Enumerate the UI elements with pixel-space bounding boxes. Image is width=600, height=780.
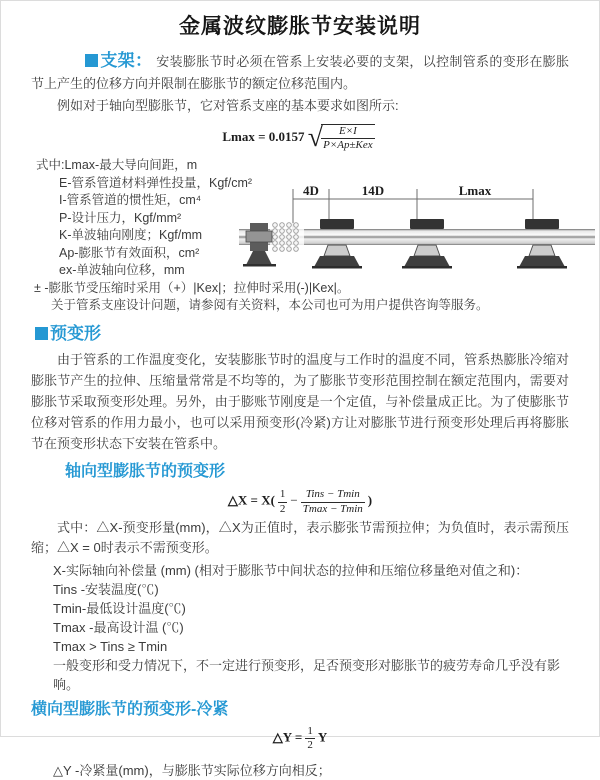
note-line: 一般变形和受力情况下，不一定进行预变形，足否预变形对膨胀节的疲劳寿命几乎没有影响。 xyxy=(53,657,561,692)
half-fraction: $\frac{1}{2}$ xyxy=(279,488,286,515)
close-paren: ) xyxy=(367,493,373,509)
formula-fraction xyxy=(321,124,375,152)
note-line: Tins -安装温度(℃) xyxy=(53,581,159,597)
definition-line: 式中:Lmax-最大导向间距，m xyxy=(36,158,198,173)
lateral-sub-heading: 横向型膨胀节的预变形-冷紧 xyxy=(31,700,229,718)
definition-line: K-单波轴向刚度；Kgf/mm xyxy=(59,228,203,243)
preform-section-heading xyxy=(35,323,569,345)
guide-spacing-formula xyxy=(31,124,569,152)
formula-lhs: △Y = xyxy=(272,729,303,745)
support-consulting-note: 关于管系支座设计问题，请参阅有关资料，本公司也可为用户提供咨询等服务。 xyxy=(51,298,489,313)
support-example-line: 例如对于轴向型膨胀节，它对管系支座的基本要求如图所示: xyxy=(57,98,399,113)
bellows-icon xyxy=(270,223,304,252)
definition-line: ex-单波轴向位移，mm xyxy=(59,263,185,278)
fraction-denominator: P×Ap±Kex xyxy=(323,139,373,152)
half-fraction: $\frac{1}{2}$ xyxy=(307,724,313,751)
definition-line: Ap-膨胀节有效面积，cm² xyxy=(59,245,200,260)
dim-label-14d: 14D xyxy=(361,183,385,199)
section-marker-icon xyxy=(85,54,98,67)
note-line: Tmax -最高设计温 (℃) xyxy=(53,619,184,635)
definition-line: P-设计压力，Kgf/mm² xyxy=(59,210,182,225)
support-section-heading xyxy=(85,51,152,70)
minus-sign: − xyxy=(290,493,298,509)
dim-label-lmax: Lmax xyxy=(458,183,492,199)
formula-lhs: Lmax = 0.0157 xyxy=(222,129,305,145)
axial-preform-formula xyxy=(31,488,569,515)
dim-label-4d: 4D xyxy=(303,183,319,199)
definition-line: I-管系管道的惯性矩，cm⁴ xyxy=(59,193,202,208)
note-line: Tmax > Tins ≥ Tmin xyxy=(53,638,168,654)
note-line: X-实际轴向补偿量 (mm) (相对于膨胀节中间状态的拉伸和压缩位移量绝对值之和)： xyxy=(53,562,529,578)
lateral-preform-formula xyxy=(31,725,569,752)
temperature-fraction: $\frac{\text{Tins − Tmin}}{Tmax - Tmin}$ xyxy=(302,488,363,515)
definition-line: ± -膨胀节受压缩时采用（+）|Kex|；拉伸时采用(-)|Kex|。 xyxy=(34,280,350,295)
page-title: 金属波纹膨胀节安装说明 xyxy=(179,15,421,38)
pipe-support-diagram xyxy=(239,183,595,273)
symbol-definitions-block xyxy=(31,157,569,315)
axial-sub-heading: 轴向型膨胀节的预变形 xyxy=(65,463,226,481)
section-marker-icon xyxy=(35,327,48,340)
formula-lhs: △X = X( xyxy=(227,493,275,509)
preform-heading-label: 预变形 xyxy=(50,324,101,344)
axial-explain-paragraph: 式中：△X-预变形量(mm)，△X为正值时，表示膨张节需预拉伸；为负值时，表示需预压缩；△X = 0时表示不需预变形。 xyxy=(31,519,569,555)
formula-rhs: Y xyxy=(317,729,328,745)
preform-paragraph: 由于管系的工作温度变化，安装膨胀节时的温度与工作时的温度不同，管系热膨胀冷缩对膨胀节产生的拉伸、压缩量常常是不均等的，为了膨胀节变形范围控制在额定范围内，需要对膨胀节采取预变形处理。另外，由于膨账节刚度是一个定值，与补偿量成正比。为了使膨胀节位移对管系的作用力最小，也可以采用预变形(冷紧)方让对膨胀节进行预变形处理后再将膨胀节在预变形状态下安装在管系中。 xyxy=(31,352,569,452)
lateral-note-line: △Y -冷紧量(mm)，与膨胀节实际位移方向相反； xyxy=(53,763,331,779)
radical-sign-icon: √ xyxy=(307,122,324,154)
axial-notes-block xyxy=(31,561,569,694)
definition-line: E-管系管道材料弹性投量，Kgf/cm² xyxy=(59,175,253,190)
support-intro-paragraph xyxy=(31,51,569,95)
support-intro-text: 安装膨胀节时必须在管系上安装必要的支架，以控制管系的变形在膨胀节上产生的位移方向并限制在膨胀节的额定位移范围内。 xyxy=(31,54,569,91)
fraction-numerator: E×I xyxy=(321,125,375,139)
sqrt-radical xyxy=(308,124,378,152)
support-heading-label: 支架： xyxy=(100,51,153,70)
note-line: Tmin-最低设计温度(℃) xyxy=(53,600,186,616)
